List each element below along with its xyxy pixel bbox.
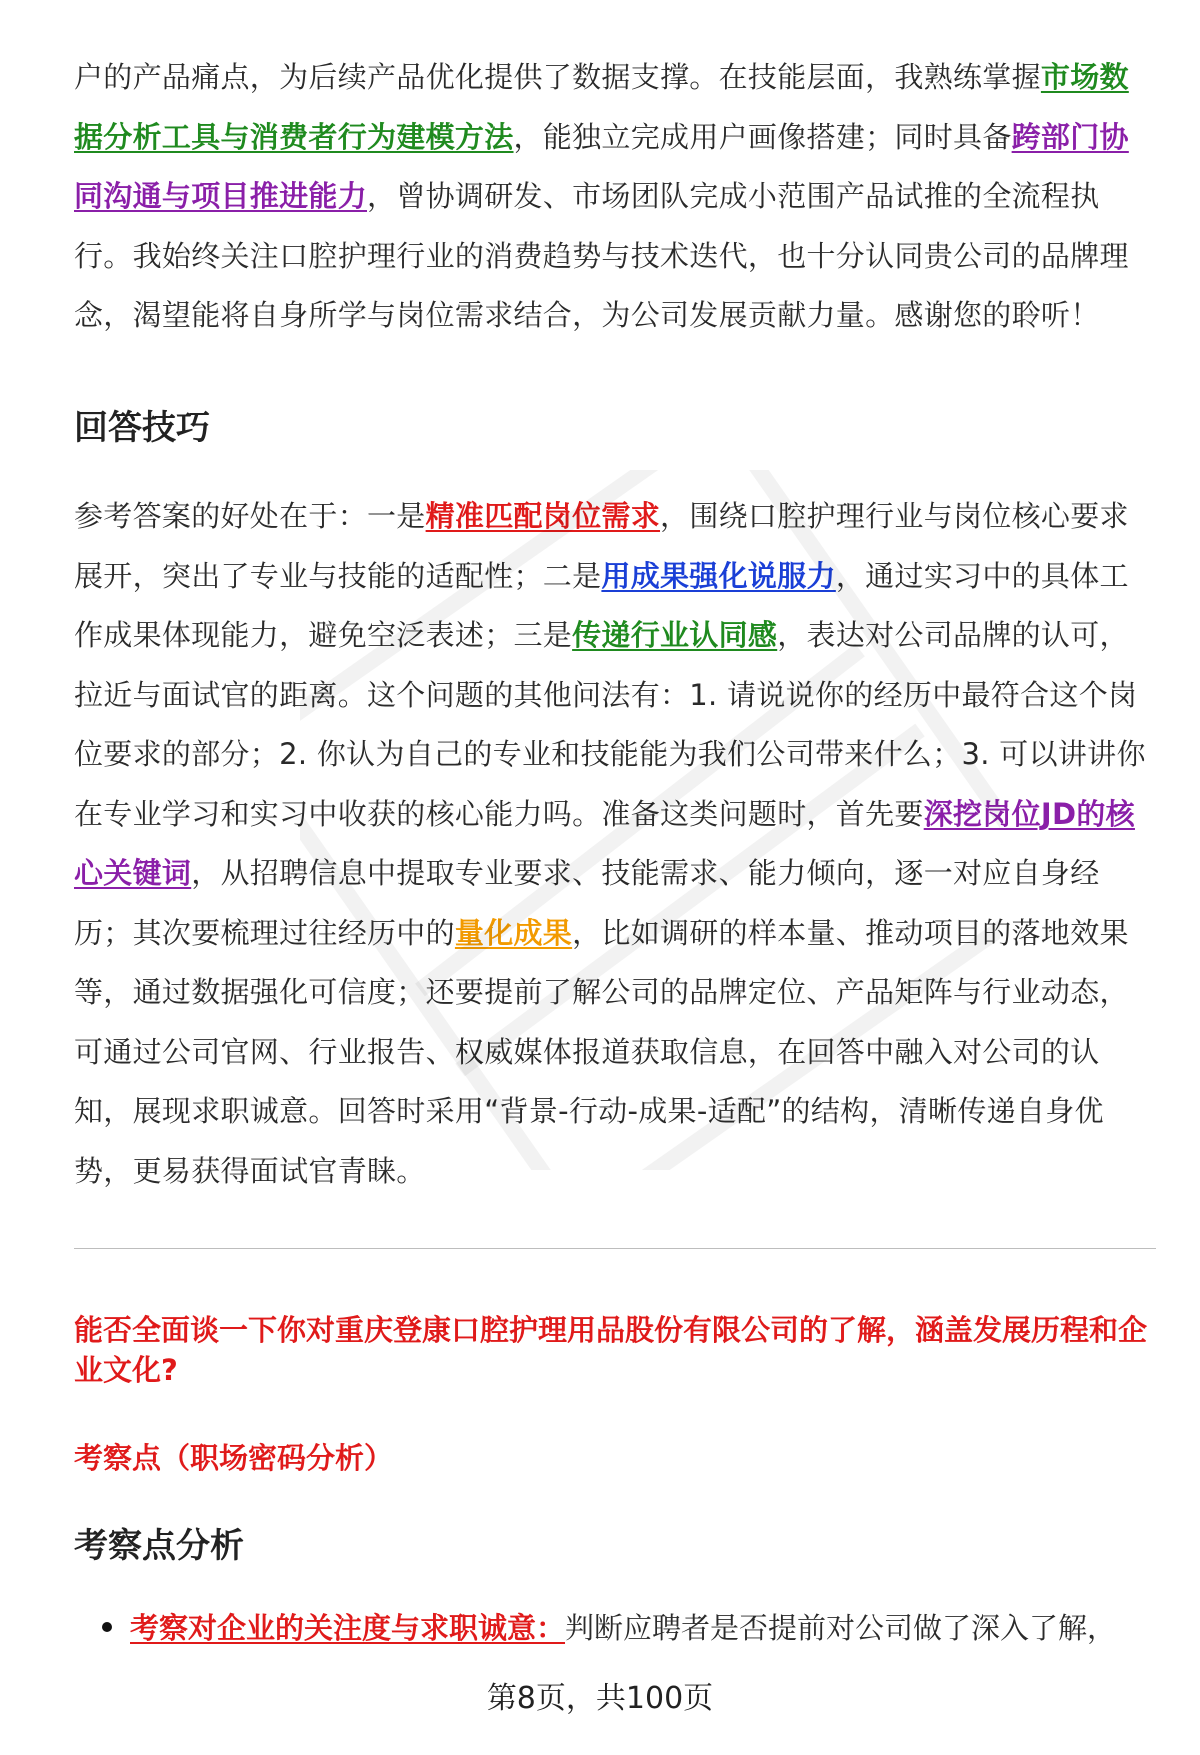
tips-paragraph xyxy=(74,487,1154,1201)
analysis-bullet xyxy=(102,1608,1162,1648)
tips-text-4: ，表达对公司品牌的认可，拉近与面试官的距离。这个问题的其他问法有：1. 请说说你的经历中最符合这个岗位要求的部分；2. 你认为自己的专业和技能能为我们公司带来什么；3. 可以讲讲你在专业学习和实习中收获的核心能力吗。准备这类问题时，首先要 xyxy=(74,618,1146,831)
key-point-heading: 考察点（职场密码分析） xyxy=(74,1441,394,1475)
highlight-industry: 传递行业认同感 xyxy=(572,618,778,652)
tips-text-5: ，从招聘信息中提取专业要求、技能需求、能力倾向，逐一对应自身经历；其次要梳理过往经历中的 xyxy=(74,856,1100,950)
intro-text-1: 户的产品痛点，为后续产品优化提供了数据支撑。在技能层面，我熟练掌握 xyxy=(74,60,1041,94)
analysis-heading: 考察点分析 xyxy=(74,1526,244,1566)
highlight-data-analysis: 市场数据分析工具与消费者行为建模方法 xyxy=(74,60,1129,154)
intro-text-3: ，曾协调研发、市场团队完成小范围产品试推的全流程执行。我始终关注口腔护理行业的消费趋势与技术迭代，也十分认同贵公司的品牌理念，渴望能将自身所学与岗位需求结合，为公司发展贡献力量。感谢您的聆听！ xyxy=(74,179,1129,332)
intro-paragraph xyxy=(74,48,1154,346)
tips-text-1: 参考答案的好处在于：一是 xyxy=(74,499,426,533)
highlight-match-role: 精准匹配岗位需求 xyxy=(425,499,661,533)
bullet-dot-icon xyxy=(102,1622,112,1632)
intro-text-2: ，能独立完成用户画像搭建；同时具备 xyxy=(513,119,1012,154)
bullet-text: 判断应聘者是否提前对公司做了深入了解， xyxy=(565,1611,1117,1645)
highlight-cross-team: 跨部门协同沟通与项目推进能力 xyxy=(74,119,1129,213)
highlight-results: 用成果强化说服力 xyxy=(601,558,836,593)
bullet-label: 考察对企业的关注度与求职诚意： xyxy=(130,1611,566,1645)
tips-text-6: ，比如调研的样本量、推动项目的落地效果等，通过数据强化可信度；还要提前了解公司的品牌定位、产品矩阵与行业动态，可通过公司官网、行业报告、权威媒体报道获取信息，在回答中融入对公司的认知，展现求职诚意。回答时采用“背景-行动-成果-适配”的结构，清晰传递自身优势，更易获得面试官青睐。 xyxy=(74,915,1129,1188)
highlight-quantified: 量化成果 xyxy=(454,915,573,950)
tips-heading: 回答技巧 xyxy=(74,408,210,448)
tips-text-3: ，通过实习中的具体工作成果体现能力，避免空泛表述；三是 xyxy=(74,558,1129,652)
highlight-jd-keywords: 深挖岗位JD的核心关键词 xyxy=(74,796,1135,890)
question-title: 能否全面谈一下你对重庆登康口腔护理用品股份有限公司的了解，涵盖发展历程和企业文化? xyxy=(74,1313,1148,1387)
page-footer: 第8页，共100页 xyxy=(486,1681,714,1716)
tips-text-2: ，围绕口腔护理行业与岗位核心要求展开，突出了专业与技能的适配性；二是 xyxy=(74,499,1129,593)
section-divider xyxy=(74,1248,1156,1249)
